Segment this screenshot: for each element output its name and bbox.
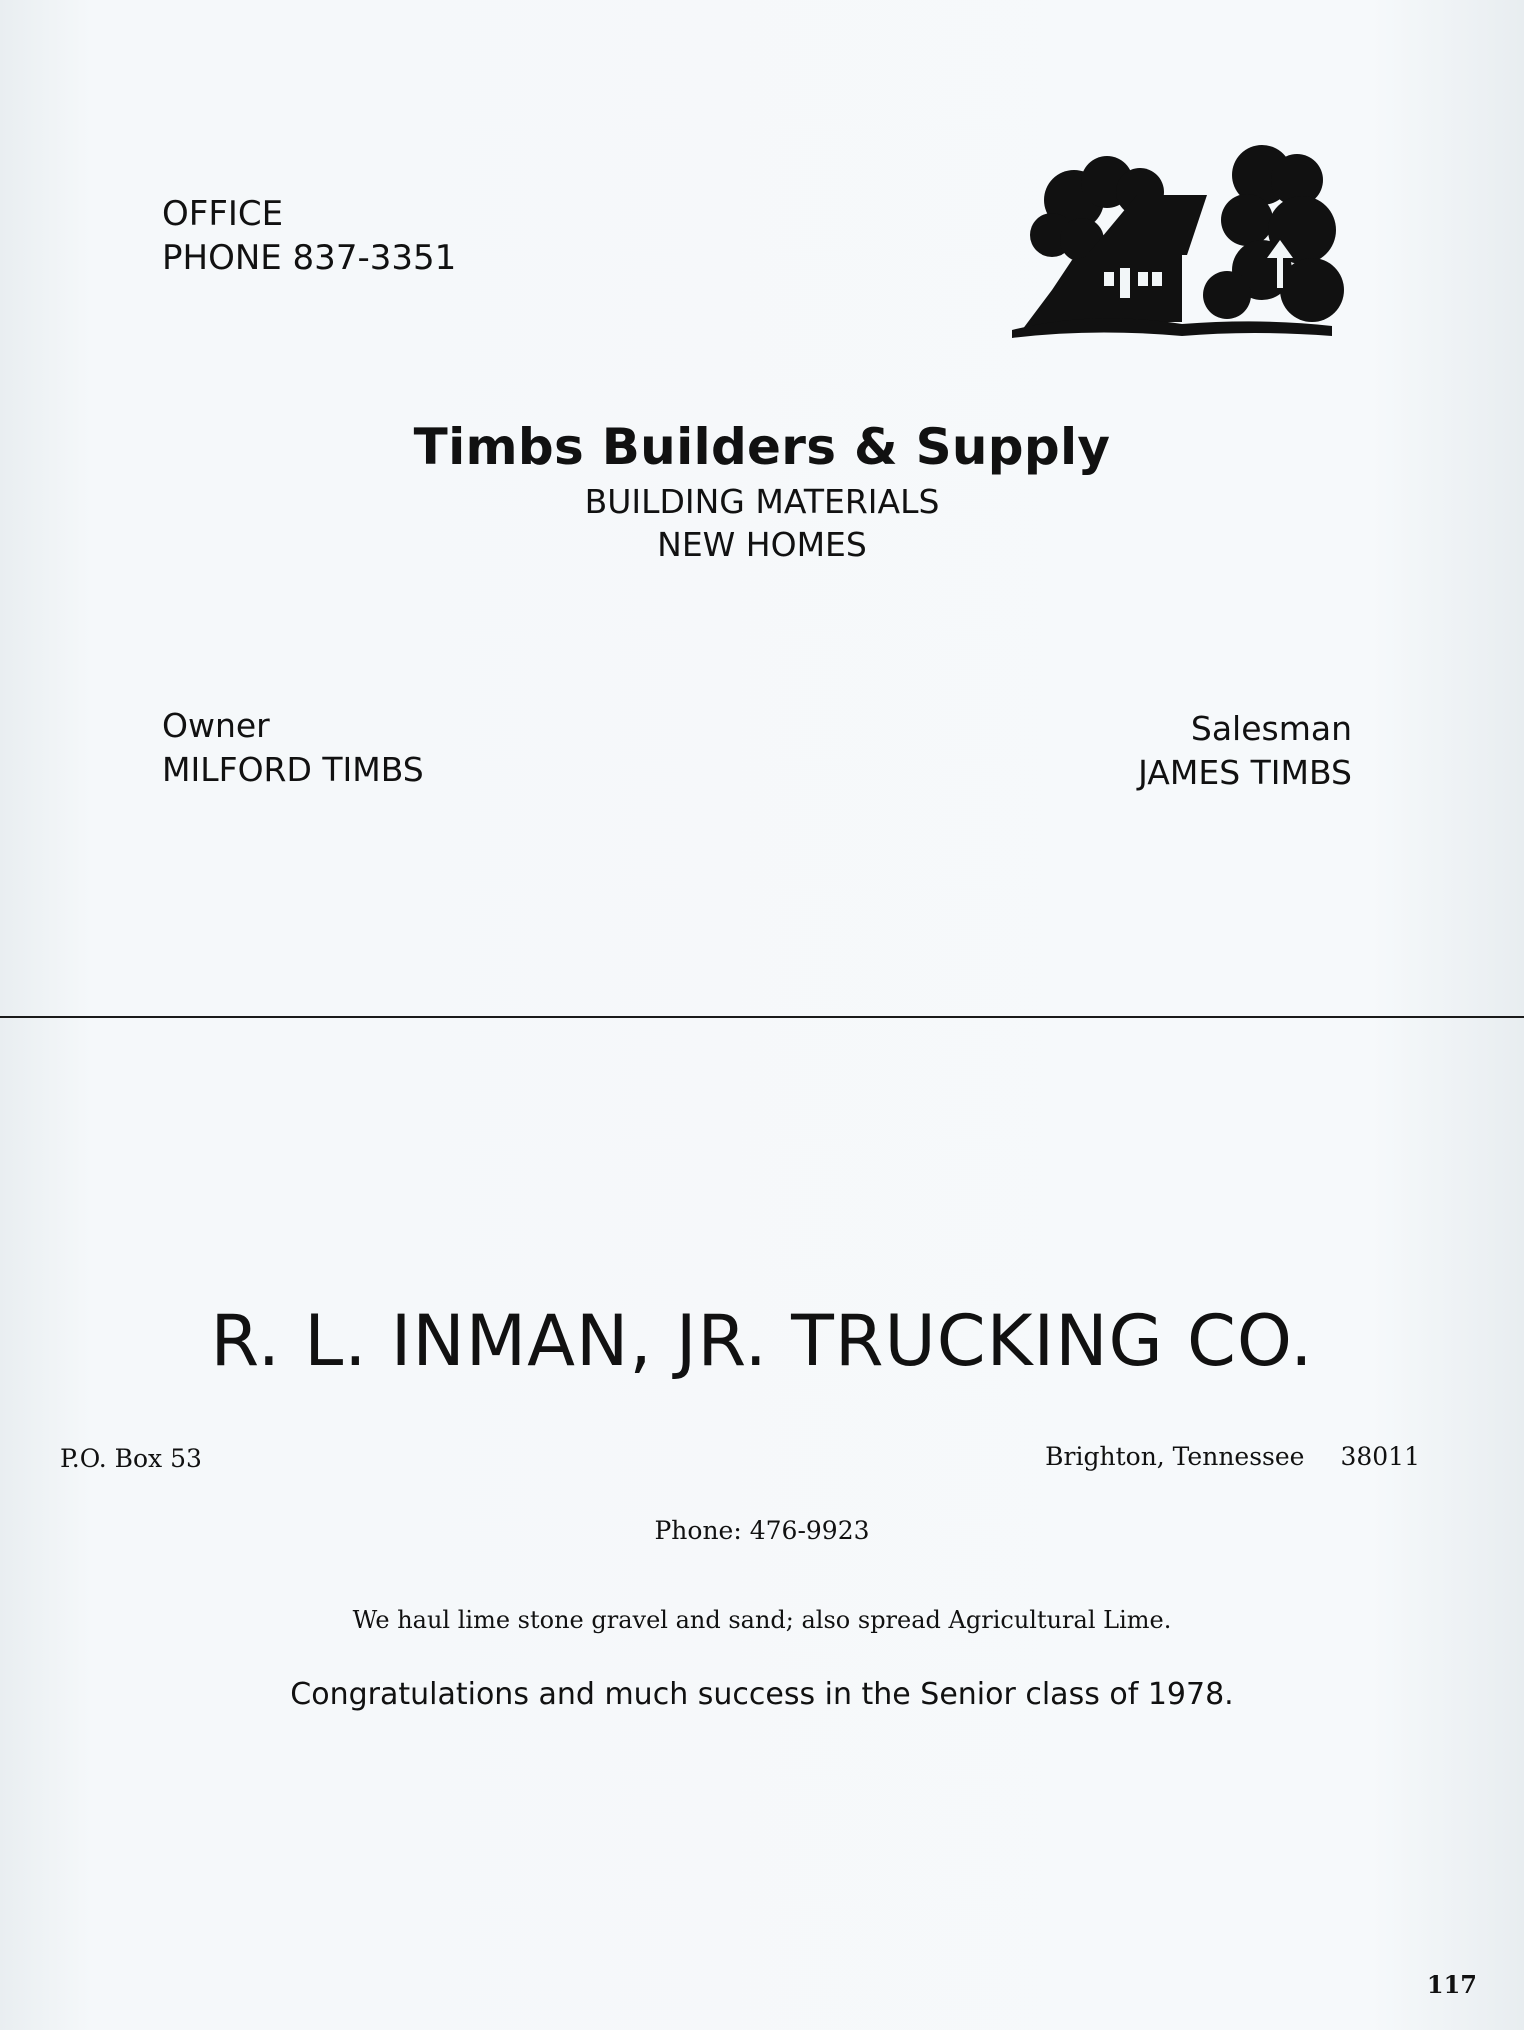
inman-phone: Phone: 476-9923 bbox=[654, 1516, 870, 1545]
owner-name: MILFORD TIMBS bbox=[162, 750, 424, 789]
salesman-name: JAMES TIMBS bbox=[1138, 753, 1352, 792]
office-phone-block bbox=[162, 192, 456, 280]
office-phone: PHONE 837-3351 bbox=[162, 238, 457, 278]
owner-role: Owner bbox=[162, 706, 270, 745]
timbs-company-name: Timbs Builders & Supply bbox=[413, 418, 1111, 476]
timbs-building-materials: BUILDING MATERIALS bbox=[584, 482, 940, 521]
inman-zip: 38011 bbox=[1340, 1442, 1420, 1471]
timbs-new-homes: NEW HOMES bbox=[657, 525, 867, 564]
salesman-role: Salesman bbox=[1190, 709, 1352, 748]
inman-city-zip bbox=[1045, 1442, 1420, 1471]
salesman-block bbox=[1138, 707, 1352, 795]
house-with-trees-icon bbox=[1012, 140, 1352, 350]
owner-block bbox=[162, 704, 424, 792]
inman-services: We haul lime stone gravel and sand; also spread Agricultural Lime. bbox=[352, 1606, 1172, 1634]
inman-congratulations: Congratulations and much success in the Senior class of 1978. bbox=[290, 1677, 1234, 1712]
office-label: OFFICE bbox=[162, 194, 284, 234]
page-number: 117 bbox=[1426, 1970, 1477, 1999]
ad-divider bbox=[0, 1016, 1524, 1018]
inman-company-name: R. L. INMAN, JR. TRUCKING CO. bbox=[210, 1300, 1314, 1382]
inman-city: Brighton, Tennessee bbox=[1045, 1442, 1305, 1471]
inman-po-box: P.O. Box 53 bbox=[60, 1444, 202, 1473]
